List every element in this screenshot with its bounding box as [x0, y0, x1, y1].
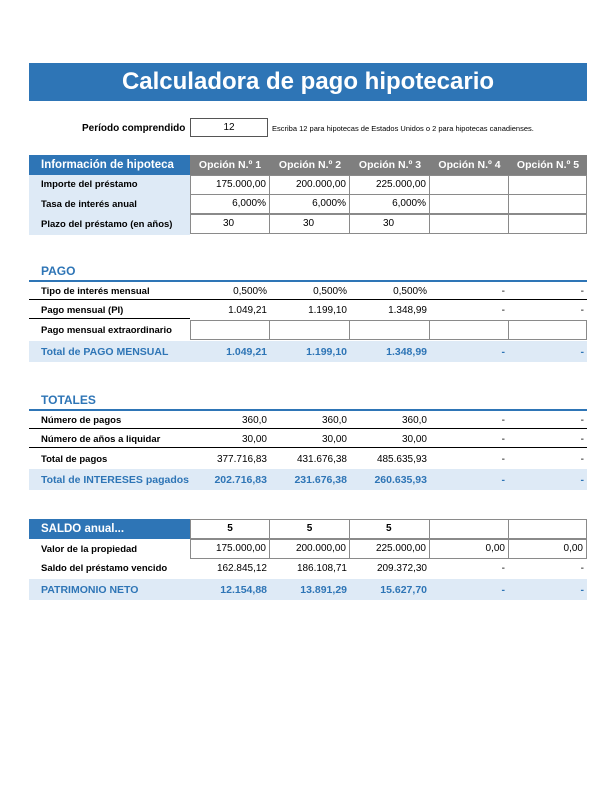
totales-total-opt2: 231.676,38 — [294, 474, 347, 486]
interest-rate-label: Tasa de interés anual — [41, 199, 137, 210]
period-input[interactable]: 12 — [190, 118, 268, 137]
pago-total-label: Total de PAGO MENSUAL — [41, 346, 169, 358]
interest-rate-opt5[interactable] — [508, 194, 587, 214]
net-worth-opt5: - — [580, 584, 584, 596]
pago-section-rule — [29, 280, 587, 282]
loan-amount-opt3[interactable]: 225.000,00 — [349, 175, 430, 195]
option-4-header: Opción N.º 4 — [430, 155, 509, 175]
loan-balance-opt5: - — [580, 563, 584, 574]
net-worth-opt4: - — [501, 584, 505, 596]
monthly-rate-label: Tipo de interés mensual — [41, 286, 150, 297]
loan-term-opt4[interactable] — [429, 214, 509, 234]
loan-amount-opt4[interactable] — [429, 175, 509, 195]
monthly-payment-opt3: 1.348,99 — [388, 305, 427, 316]
years-to-pay-opt1: 30,00 — [241, 434, 267, 445]
num-payments-opt5: - — [580, 415, 584, 426]
property-value-opt5[interactable]: 0,00 — [508, 539, 587, 559]
interest-rate-opt4[interactable] — [429, 194, 509, 214]
pago-total-opt3: 1.348,99 — [386, 346, 427, 358]
saldo-year-opt3[interactable]: 5 — [349, 519, 430, 539]
loan-amount-label: Importe del préstamo — [41, 179, 138, 190]
extra-payment-opt1[interactable] — [190, 320, 270, 340]
option-1-header: Opción N.º 1 — [190, 155, 270, 175]
total-payments-opt1: 377.716,83 — [216, 454, 267, 465]
total-payments-opt4: - — [501, 454, 505, 465]
loan-amount-opt1[interactable]: 175.000,00 — [190, 175, 270, 195]
monthly-payment-label: Pago mensual (PI) — [41, 305, 124, 316]
option-3-header: Opción N.º 3 — [350, 155, 430, 175]
row-divider — [29, 447, 587, 448]
loan-term-label: Plazo del préstamo (en años) — [41, 219, 173, 230]
net-worth-opt2: 13.891,29 — [300, 584, 347, 596]
interest-rate-opt1[interactable]: 6,000% — [190, 194, 270, 214]
totales-total-opt3: 260.635,93 — [374, 474, 427, 486]
row-divider — [29, 318, 190, 319]
total-payments-opt5: - — [580, 454, 584, 465]
info-header: Información de hipoteca — [29, 155, 190, 175]
pago-total-opt2: 1.199,10 — [306, 346, 347, 358]
net-worth-label: PATRIMONIO NETO — [41, 584, 139, 596]
num-payments-label: Número de pagos — [41, 415, 122, 426]
pago-total-opt4: - — [501, 346, 505, 358]
years-to-pay-opt5: - — [580, 434, 584, 445]
totales-section-title: TOTALES — [41, 393, 96, 407]
loan-term-opt2[interactable]: 30 — [269, 214, 350, 234]
property-value-opt1[interactable]: 175.000,00 — [190, 539, 270, 559]
loan-balance-opt3: 209.372,30 — [376, 563, 427, 574]
property-value-opt4[interactable]: 0,00 — [429, 539, 509, 559]
extra-payment-label: Pago mensual extraordinario — [41, 325, 172, 336]
pago-total-opt5: - — [580, 346, 584, 358]
loan-term-opt1[interactable]: 30 — [190, 214, 270, 234]
loan-balance-label: Saldo del préstamo vencido — [41, 563, 168, 574]
totales-total-opt1: 202.716,83 — [214, 474, 267, 486]
property-value-opt2[interactable]: 200.000,00 — [269, 539, 350, 559]
totales-section-rule — [29, 409, 587, 411]
loan-balance-opt4: - — [501, 563, 505, 574]
pago-total-opt1: 1.049,21 — [226, 346, 267, 358]
extra-payment-opt2[interactable] — [269, 320, 350, 340]
saldo-header: SALDO anual... — [29, 519, 190, 539]
interest-rate-opt2[interactable]: 6,000% — [269, 194, 350, 214]
loan-term-opt5[interactable] — [508, 214, 587, 234]
period-label: Período comprendido — [82, 123, 186, 134]
monthly-payment-opt2: 1.199,10 — [308, 305, 347, 316]
monthly-rate-opt2: 0,500% — [313, 286, 347, 297]
extra-payment-opt5[interactable] — [508, 320, 587, 340]
total-payments-opt2: 431.676,38 — [296, 454, 347, 465]
monthly-rate-opt4: - — [501, 286, 505, 297]
monthly-rate-opt1: 0,500% — [233, 286, 267, 297]
loan-amount-opt2[interactable]: 200.000,00 — [269, 175, 350, 195]
loan-balance-opt1: 162.845,12 — [216, 563, 267, 574]
net-worth-opt1: 12.154,88 — [220, 584, 267, 596]
period-note: Escriba 12 para hipotecas de Estados Unidos o 2 para hipotecas canadienses. — [272, 124, 534, 133]
saldo-year-opt5[interactable] — [508, 519, 587, 539]
extra-payment-opt3[interactable] — [349, 320, 430, 340]
years-to-pay-opt3: 30,00 — [401, 434, 427, 445]
num-payments-opt3: 360,0 — [401, 415, 427, 426]
loan-term-opt3[interactable]: 30 — [349, 214, 430, 234]
total-payments-opt3: 485.635,93 — [376, 454, 427, 465]
row-divider — [29, 428, 587, 429]
interest-rate-opt3[interactable]: 6,000% — [349, 194, 430, 214]
monthly-rate-opt5: - — [580, 286, 584, 297]
totales-total-opt5: - — [580, 474, 584, 486]
totales-total-label: Total de INTERESES pagados — [41, 474, 189, 486]
property-value-opt3[interactable]: 225.000,00 — [349, 539, 430, 559]
num-payments-opt1: 360,0 — [241, 415, 267, 426]
total-payments-label: Total de pagos — [41, 454, 108, 465]
option-2-header: Opción N.º 2 — [270, 155, 350, 175]
saldo-year-opt1[interactable]: 5 — [190, 519, 270, 539]
monthly-payment-opt5: - — [580, 305, 584, 316]
pago-section-title: PAGO — [41, 264, 76, 278]
saldo-year-opt2[interactable]: 5 — [269, 519, 350, 539]
years-to-pay-opt2: 30,00 — [321, 434, 347, 445]
loan-amount-opt5[interactable] — [508, 175, 587, 195]
num-payments-opt2: 360,0 — [321, 415, 347, 426]
years-to-pay-label: Número de años a liquidar — [41, 434, 161, 445]
saldo-year-opt4[interactable] — [429, 519, 509, 539]
monthly-payment-opt4: - — [501, 305, 505, 316]
net-worth-opt3: 15.627,70 — [380, 584, 427, 596]
row-divider — [29, 299, 587, 300]
num-payments-opt4: - — [501, 415, 505, 426]
option-5-header: Opción N.º 5 — [509, 155, 587, 175]
property-value-label: Valor de la propiedad — [41, 544, 138, 555]
totales-total-opt4: - — [501, 474, 505, 486]
years-to-pay-opt4: - — [501, 434, 505, 445]
monthly-rate-opt3: 0,500% — [393, 286, 427, 297]
loan-balance-opt2: 186.108,71 — [296, 563, 347, 574]
monthly-payment-opt1: 1.049,21 — [228, 305, 267, 316]
page-title: Calculadora de pago hipotecario — [29, 63, 587, 101]
extra-payment-opt4[interactable] — [429, 320, 509, 340]
